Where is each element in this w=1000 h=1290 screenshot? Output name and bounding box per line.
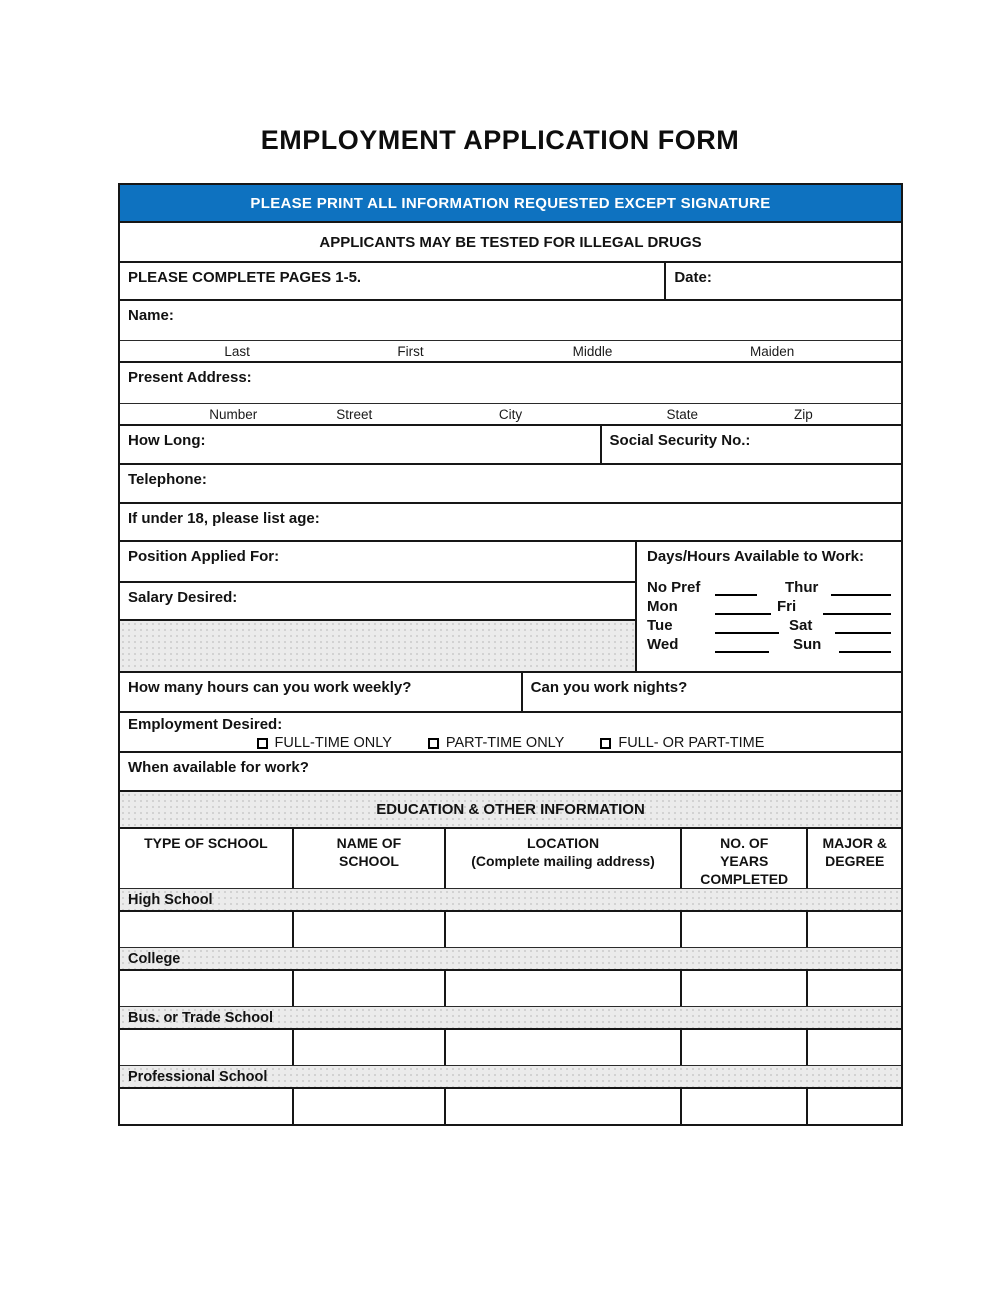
- employment-desired-label: Employment Desired:: [128, 716, 283, 733]
- checkbox-icon[interactable]: [257, 738, 268, 749]
- print-instructions-banner: PLEASE PRINT ALL INFORMATION REQUESTED EXCEPT SIGNATURE: [120, 185, 901, 221]
- day-blank-sun[interactable]: [839, 639, 891, 653]
- edu-cell[interactable]: [680, 1030, 807, 1065]
- col-header-line: SCHOOL: [339, 853, 399, 870]
- option-label: FULL-TIME ONLY: [274, 735, 392, 751]
- name-sublabels: [120, 340, 901, 361]
- edu-cell[interactable]: [806, 1089, 901, 1124]
- option-label: PART-TIME ONLY: [445, 735, 565, 751]
- col-header-line: YEARS: [720, 853, 769, 870]
- present-address-label: Present Address:: [128, 369, 252, 386]
- sublabel-city: City: [498, 407, 523, 422]
- edu-cell[interactable]: [806, 1030, 901, 1065]
- work-nights-field[interactable]: [521, 673, 901, 711]
- band-professional-school: Professional School: [120, 1065, 901, 1087]
- sublabel-first: First: [397, 344, 424, 359]
- edu-cell[interactable]: [120, 1089, 292, 1124]
- day-label-tue: Tue: [647, 617, 673, 634]
- day-blank-sat[interactable]: [835, 620, 891, 634]
- sublabel-last: Last: [224, 344, 250, 359]
- page-title: EMPLOYMENT APPLICATION FORM: [260, 125, 740, 155]
- employment-desired-section: [120, 711, 901, 751]
- when-available-label: When available for work?: [128, 759, 309, 776]
- drug-test-notice: APPLICANTS MAY BE TESTED FOR ILLEGAL DRUGS: [120, 221, 901, 261]
- position-applied-label: Position Applied For:: [128, 548, 280, 565]
- day-label-wed: Wed: [647, 636, 679, 653]
- day-availability-grid: [647, 577, 891, 653]
- work-nights-label: Can you work nights?: [530, 679, 688, 696]
- telephone-field[interactable]: [120, 463, 901, 502]
- when-available-field[interactable]: [120, 751, 901, 790]
- edu-cell[interactable]: [444, 1089, 680, 1124]
- under-18-label: If under 18, please list age:: [128, 510, 320, 527]
- day-label-thur: Thur: [785, 579, 819, 596]
- employment-application-form: [118, 183, 903, 1126]
- day-blank-wed[interactable]: [715, 639, 769, 653]
- sublabel-state: State: [666, 407, 699, 422]
- edu-cell[interactable]: [444, 971, 680, 1006]
- hours-weekly-field[interactable]: [120, 673, 521, 711]
- edu-cell[interactable]: [444, 1030, 680, 1065]
- band-trade-school: Bus. or Trade School: [120, 1006, 901, 1028]
- salary-desired-field[interactable]: [120, 581, 635, 619]
- ssn-field[interactable]: [600, 426, 901, 463]
- how-long-field[interactable]: [120, 426, 600, 463]
- col-header-line: NAME OF: [336, 835, 402, 851]
- day-blank-tue[interactable]: [715, 620, 779, 634]
- band-college: College: [120, 947, 901, 969]
- education-table-header: [120, 827, 901, 888]
- address-sublabels: [120, 403, 901, 424]
- present-address-field[interactable]: [120, 361, 901, 403]
- education-row-professional-school: [120, 1087, 901, 1124]
- edu-cell[interactable]: [680, 912, 807, 947]
- days-hours-label: Days/Hours Available to Work:: [647, 548, 865, 565]
- col-name-of-school: [292, 829, 444, 888]
- option-full-or-part-time[interactable]: [600, 735, 764, 751]
- sublabel-middle: Middle: [572, 344, 613, 359]
- col-header-line: (Complete mailing address): [471, 853, 655, 870]
- sublabel-maiden: Maiden: [749, 344, 795, 359]
- day-blank-fri[interactable]: [823, 601, 891, 615]
- under-18-age-field[interactable]: [120, 502, 901, 540]
- days-hours-available-field[interactable]: [635, 542, 901, 671]
- complete-pages-note: [120, 263, 664, 299]
- checkbox-icon[interactable]: [428, 738, 439, 749]
- name-label: Name:: [128, 307, 174, 324]
- sublabel-number: Number: [209, 407, 258, 422]
- name-field[interactable]: [120, 299, 901, 340]
- day-blank-nopref[interactable]: [715, 582, 757, 596]
- date-field[interactable]: [664, 263, 901, 299]
- edu-cell[interactable]: [292, 1030, 444, 1065]
- edu-cell[interactable]: [680, 1089, 807, 1124]
- telephone-label: Telephone:: [128, 471, 207, 488]
- col-type-of-school: [120, 829, 292, 888]
- col-header-line: DEGREE: [825, 853, 885, 870]
- col-header-line: COMPLETED: [700, 871, 789, 888]
- sublabel-street: Street: [336, 407, 373, 422]
- edu-cell[interactable]: [806, 912, 901, 947]
- how-long-label: How Long:: [128, 432, 206, 449]
- education-section-header: EDUCATION & OTHER INFORMATION: [120, 790, 901, 827]
- hours-weekly-label: How many hours can you work weekly?: [128, 679, 412, 696]
- edu-cell[interactable]: [806, 971, 901, 1006]
- col-header-line: TYPE OF SCHOOL: [144, 835, 268, 851]
- col-major-degree: [806, 829, 901, 888]
- edu-cell[interactable]: [292, 971, 444, 1006]
- education-row-trade-school: [120, 1028, 901, 1065]
- edu-cell[interactable]: [120, 971, 292, 1006]
- col-years-completed: [680, 829, 807, 888]
- col-header-line: LOCATION: [526, 835, 600, 851]
- edu-cell[interactable]: [292, 912, 444, 947]
- education-row-high-school: [120, 910, 901, 947]
- option-part-time-only[interactable]: [428, 735, 564, 751]
- education-row-college: [120, 969, 901, 1006]
- band-high-school: High School: [120, 888, 901, 910]
- sublabel-zip: Zip: [793, 407, 813, 422]
- complete-pages-label: PLEASE COMPLETE PAGES 1-5.: [128, 269, 362, 286]
- position-applied-field[interactable]: [120, 542, 635, 581]
- edu-cell[interactable]: [292, 1089, 444, 1124]
- edu-cell[interactable]: [444, 912, 680, 947]
- col-location: [444, 829, 680, 888]
- edu-cell[interactable]: [120, 912, 292, 947]
- day-blank-thur[interactable]: [831, 582, 891, 596]
- option-full-time-only[interactable]: [257, 735, 392, 751]
- checkbox-icon[interactable]: [600, 738, 611, 749]
- date-label: Date:: [674, 269, 712, 286]
- day-label-sat: Sat: [789, 617, 813, 634]
- edu-cell[interactable]: [680, 971, 807, 1006]
- day-label-nopref: No Pref: [647, 579, 701, 596]
- option-label: FULL- OR PART-TIME: [618, 735, 765, 751]
- edu-cell[interactable]: [120, 1030, 292, 1065]
- ssn-label: Social Security No.:: [609, 432, 751, 449]
- day-blank-mon[interactable]: [715, 601, 771, 615]
- day-label-sun: Sun: [793, 636, 822, 653]
- day-label-mon: Mon: [647, 598, 678, 615]
- col-header-line: NO. OF: [720, 835, 769, 851]
- shaded-area: [120, 619, 635, 671]
- col-header-line: MAJOR &: [822, 835, 888, 851]
- day-label-fri: Fri: [777, 598, 797, 615]
- salary-desired-label: Salary Desired:: [128, 589, 238, 606]
